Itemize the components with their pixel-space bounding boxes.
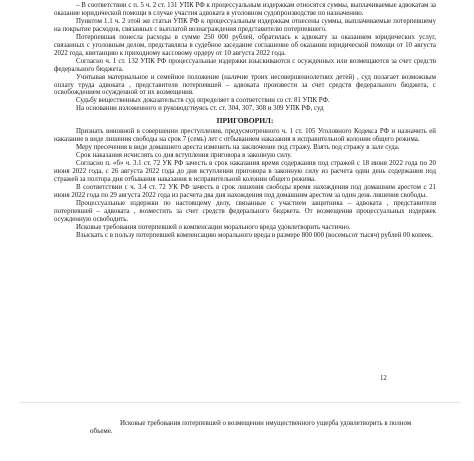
page-break-divider	[20, 402, 460, 403]
verdict-custody-credit: Согласно п. «б» ч. 3.1 ст. 72 УК РФ зачесть в срок наказания время содержания под стражей с 18 июня 2022 года по 20 июня 2022 года, с 26 августа 2022 года до дня вступления приговора в законную силу из расчета один день содержания под стражей за полтора дня отбывания наказания в исправительной колонии общего режима.	[54, 160, 436, 184]
paragraph-victim-expenses: Потерпевшая понесла расходы в сумме 250 000 рублей, обратилась к адвокату за оказанием юридических услуг, связанных с уголовным делом, представляла в судебное заседание соглашение об оказании юридической помощи от 10 августа 2022 года, квитанцию к приходному кассовому ордеру от 10 августа 2022 года.	[54, 33, 436, 57]
verdict-heading: ПРИГОВОРИЛ:	[216, 116, 274, 126]
next-page-fragment	[90, 420, 420, 436]
verdict-compensation: Взыскать с в пользу потерпевшей компенсацию морального вреда в размере 800 000 (восемьсот тысяч) рублей 00 копеек.	[76, 231, 433, 239]
paragraph-fee-norm: – В соответствии с п. 5 ч. 2 ст. 131 УПК РФ к процессуальным издержкам относятся суммы, выплачиваемые адвокатам за оказание юридической помощи в случае участия адвоката в уголовном судопроизводстве по назначению.	[54, 2, 436, 17]
verdict-guilty: Признать виновной в совершении преступления, предусмотренного ч. 1 ст. 105 Уголовного Кодекса РФ и назначить ей наказание в виде лишения свободы на срок 7 (семь) лет с отбыванием наказания в исправительной колонии общего режима.	[54, 128, 436, 144]
paragraph-legal-basis: На основании изложенного и руководствуясь ст. ст. 304, 307, 308 и 309 УПК РФ, суд	[76, 105, 324, 113]
verdict-civil-claim: Исковые требования потерпевшей о компенсации морального вреда удовлетворить частично.	[76, 223, 351, 231]
paragraph-evidence: Судьбу вещественных доказательств суд определяет в соответствии со ст. 81 УПК РФ.	[76, 97, 330, 105]
paragraph-family-situation: Учитывая материальное и семейное положение (наличие троих несовершеннолетних детей) , суд полагает возможным оплату труда адвоката , представителя потерпевшей – адвоката произвести за счет средств федерального бюджета, с освобождением осужденной от их возмещения.	[54, 73, 436, 97]
page-number: 12	[380, 375, 387, 382]
verdict-house-arrest-credit: В соответствии с ч. 3.4 ст. 72 УК РФ зачесть в срок лишения свободы время нахождения под домашним арестом с 21 июня 2022 года по 29 августа 2022 года из расчета два дня нахождения под домашним арестом за один день лишения свободы.	[54, 183, 436, 199]
paragraph-victim-expenses-norm: Пунктом 1.1 ч. 2 этой же статьи УПК РФ к процессуальным издержкам отнесены суммы, выплачиваемые потерпевшему на покрытие расходов, связанных с выплатой вознаграждения представителю потерпевшего.	[54, 17, 436, 33]
verdict-preventive-measure: Меру пресечения в виде домашнего ареста изменить на заключение под стражу. Взять под стражу в зале суда.	[76, 144, 400, 152]
verdict-procedural-costs: Процессуальные издержки по настоящему делу, связанные с участием защитника – адвоката , представителя потерпевшей – адвоката , возместить за счет средств федерального бюджета. От возмещения процессуальных издержек осужденную освободить.	[54, 199, 436, 223]
verdict-term-start: Срок наказания исчислять со дня вступления приговора в законную силу.	[76, 152, 292, 160]
paragraph-costs-recovery: Согласно ч. 1 ст. 132 УПК РФ процессуальные издержки взыскиваются с осужденных или возмещаются за счет средств федерального бюджета.	[54, 57, 436, 73]
document-body	[54, 2, 436, 240]
next-page-paragraph: Исковые требования потерпевшей о возмещении имущественного ущерба удовлетворить в полном объеме.	[90, 420, 412, 435]
